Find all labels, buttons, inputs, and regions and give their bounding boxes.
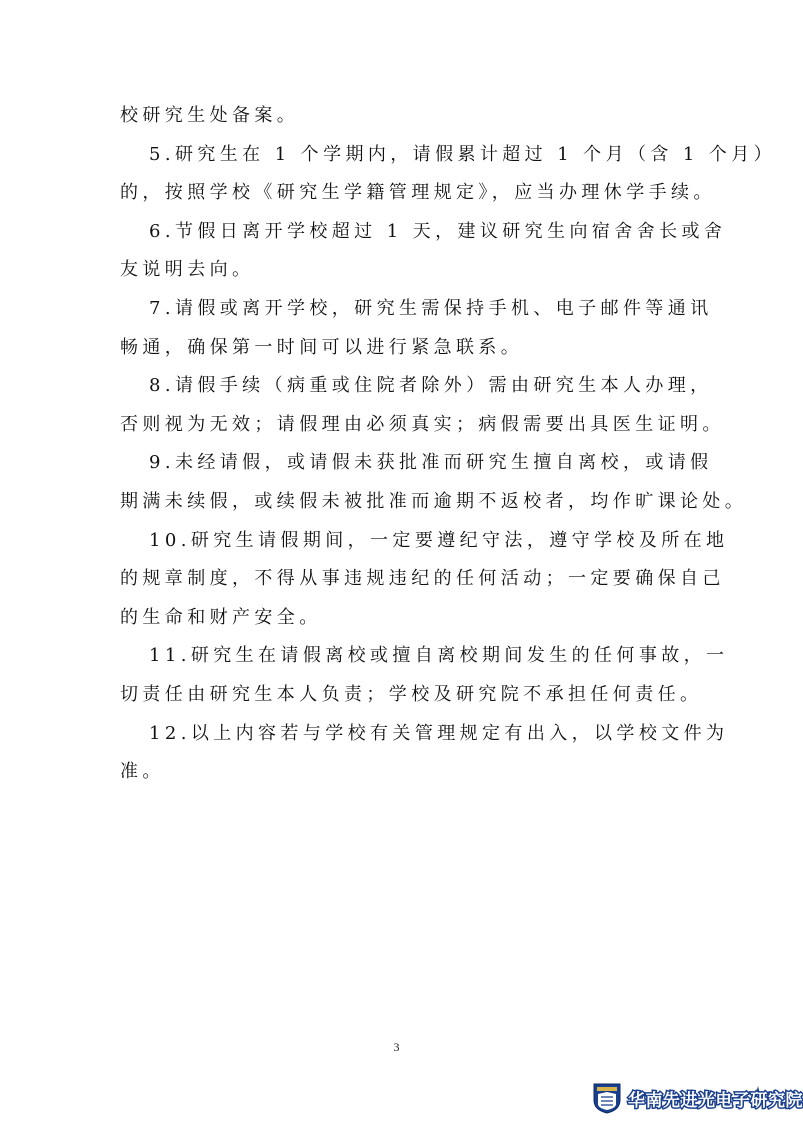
paragraph-line: 畅通，确保第一时间可以进行紧急联系。 [120, 336, 524, 358]
paragraph-line: 5.研究生在 1 个学期内，请假累计超过 1 个月（含 1 个月） [149, 143, 777, 165]
paragraph [120, 290, 713, 367]
paragraph-line: 7.请假或离开学校，研究生需保持手机、电子邮件等通讯 [149, 297, 713, 319]
paragraph [120, 136, 777, 213]
paragraph-line: 校研究生处备案。 [120, 105, 300, 126]
document-body [120, 97, 777, 792]
paragraph [120, 637, 729, 714]
university-seal-icon [592, 1082, 622, 1114]
paragraph-line: 12.以上内容若与学校有关管理规定有出入，以学校文件为 [149, 722, 729, 744]
paragraph [120, 444, 748, 521]
paragraph-line: 期满未续假，或续假未被批准而逾期不返校者，均作旷课论处。 [120, 490, 748, 512]
paragraph-line: 10.研究生请假期间，一定要遵纪守法，遵守学校及所在地 [149, 529, 729, 551]
paragraph [120, 367, 725, 444]
paragraph-line: 切责任由研究生本人负责；学校及研究院不承担任何责任。 [120, 683, 703, 705]
paragraph-line: 9.未经请假，或请假未获批准而研究生擅自离校，或请假 [149, 452, 713, 474]
paragraph-line: 的，按照学校《研究生学籍管理规定》，应当办理休学手续。 [120, 182, 716, 204]
paragraph-line: 6.节假日离开学校超过 1 天，建议研究生向宿舍舍长或舍 [149, 220, 727, 242]
paragraph-line: 准。 [120, 761, 165, 783]
page-number: 3 [393, 1040, 400, 1054]
paragraph [120, 715, 729, 792]
paragraph-line: 否则视为无效；请假理由必须真实；病假需要出具医生证明。 [120, 413, 725, 435]
paragraph [120, 97, 675, 136]
paragraph-line: 11.研究生在请假离校或擅自离校期间发生的任何事故，一 [149, 645, 729, 667]
paragraph-line: 8.请假手续（病重或住院者除外）需由研究生本人办理， [149, 375, 713, 397]
institute-name: 华南先进光电子研究院 [628, 1090, 803, 1111]
paragraph-line: 的生命和财产安全。 [120, 606, 322, 628]
paragraph-line: 友说明去向。 [120, 259, 255, 281]
footer-logo [592, 1080, 803, 1116]
paragraph-line: 的规章制度，不得从事违规违纪的任何活动；一定要确保自己 [120, 568, 725, 590]
paragraph [120, 213, 727, 290]
paragraph [120, 522, 729, 638]
